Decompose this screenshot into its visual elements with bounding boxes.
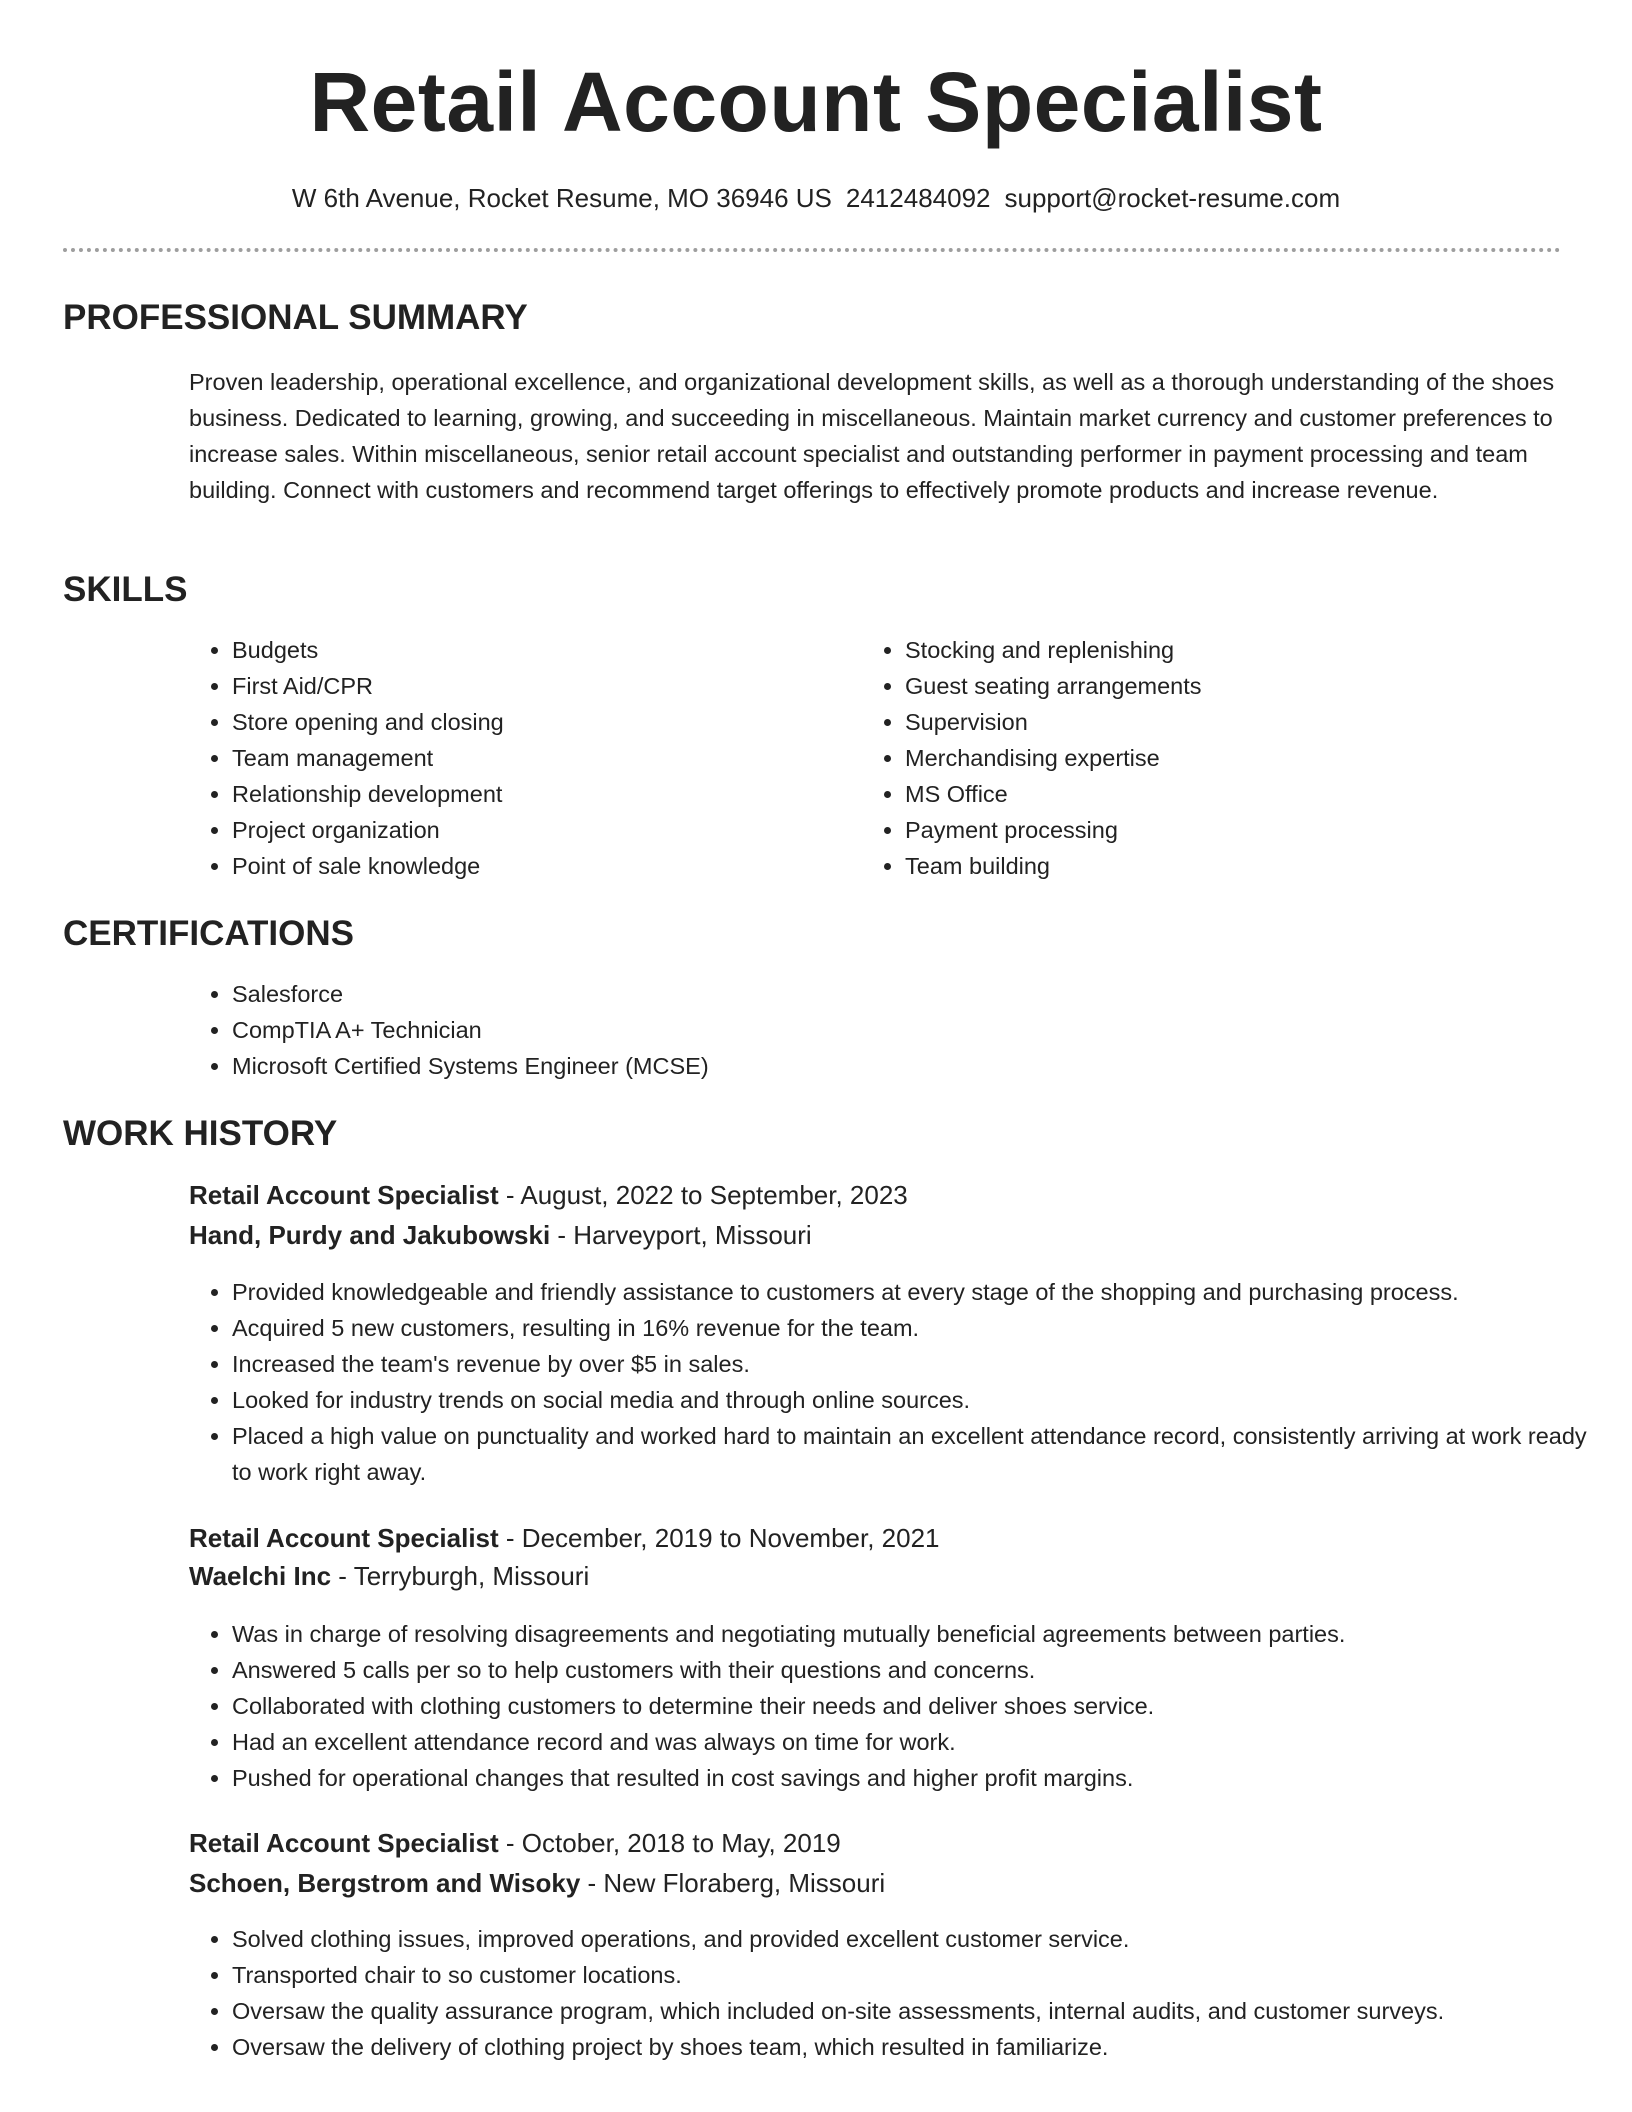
job-company: Waelchi Inc: [189, 1561, 332, 1591]
skill-item: • Relationship development: [232, 776, 852, 812]
job-dates: - August, 2022 to September, 2023: [498, 1180, 908, 1210]
job-company: Schoen, Bergstrom and Wisoky: [189, 1868, 581, 1898]
skill-item: • Merchandising expertise: [905, 740, 1565, 776]
certifications-heading: CERTIFICATIONS: [63, 914, 355, 953]
summary-heading: PROFESSIONAL SUMMARY: [63, 298, 528, 337]
job-title-line: [189, 1177, 908, 1213]
job-bullet: • Acquired 5 new customers, resulting in 16% revenue for the team.: [232, 1310, 1604, 1346]
job-bullet: • Solved clothing issues, improved operations, and provided excellent customer service.: [232, 1921, 1604, 1957]
job-bullets: [189, 1274, 1604, 1490]
job-title: Retail Account Specialist: [189, 1523, 499, 1553]
job-bullet: • Pushed for operational changes that resulted in cost savings and higher profit margins.: [232, 1760, 1604, 1796]
summary-text: Proven leadership, operational excellence, and organizational development skills, as well as a thorough understanding of the shoes business. Dedicated to learning, growing, and succeeding in miscellaneous. Maintain market currency and customer preferences to increase sales. Within miscellaneous, senior retail account specialist and outstanding performer in payment processing and team building. Connect with customers and recommend target offerings to effectively promote products and increase revenue.: [189, 369, 1555, 503]
job-bullet: • Provided knowledgeable and friendly assistance to customers at every stage of the shopping and purchasing process.: [232, 1274, 1604, 1310]
certification-item: • CompTIA A+ Technician: [232, 1012, 1562, 1048]
job-bullet: • Collaborated with clothing customers to determine their needs and deliver shoes service.: [232, 1688, 1604, 1724]
skills-list-right: [862, 632, 1565, 884]
job-bullet: • Oversaw the quality assurance program, which included on-site assessments, internal audits, and customer surveys.: [232, 1993, 1604, 2029]
job-bullet: • Placed a high value on punctuality and worked hard to maintain an excellent attendance record, consistently arriving at work ready to work right away.: [232, 1418, 1604, 1490]
job-title: Retail Account Specialist: [189, 1828, 499, 1858]
job-title-line: [189, 1825, 841, 1861]
certification-item: • Microsoft Certified Systems Engineer (MCSE): [232, 1048, 1562, 1084]
skill-item: • Point of sale knowledge: [232, 848, 852, 884]
work-history-heading: WORK HISTORY: [63, 1114, 338, 1153]
job-bullet: • Oversaw the delivery of clothing project by shoes team, which resulted in familiarize.: [232, 2029, 1604, 2065]
job-location: - Harveyport, Missouri: [550, 1220, 812, 1250]
resume-name-title: Retail Account Specialist: [309, 55, 1323, 149]
skill-item: • Budgets: [232, 632, 852, 668]
header-divider: [63, 248, 1561, 252]
skills-list-left: [189, 632, 852, 884]
job-location: - New Floraberg, Missouri: [580, 1868, 886, 1898]
job-company: Hand, Purdy and Jakubowski: [189, 1220, 551, 1250]
skill-item: • Project organization: [232, 812, 852, 848]
job-bullet: • Had an excellent attendance record and was always on time for work.: [232, 1724, 1604, 1760]
job-bullet: • Transported chair to so customer locations.: [232, 1957, 1604, 1993]
job-bullets: [189, 1616, 1604, 1796]
job-bullet: • Looked for industry trends on social media and through online sources.: [232, 1382, 1604, 1418]
skill-item: • Store opening and closing: [232, 704, 852, 740]
contact-email: support@rocket-resume.com: [1004, 183, 1341, 213]
skill-item: • Stocking and replenishing: [905, 632, 1565, 668]
certification-item: • Salesforce: [232, 976, 1562, 1012]
job-bullet: • Answered 5 calls per so to help customers with their questions and concerns.: [232, 1652, 1604, 1688]
skill-item: • Team building: [905, 848, 1565, 884]
job-company-line: [189, 1558, 589, 1594]
job-location: - Terryburgh, Missouri: [331, 1561, 590, 1591]
skill-item: • Team management: [232, 740, 852, 776]
skill-item: • Guest seating arrangements: [905, 668, 1565, 704]
contact-address: W 6th Avenue, Rocket Resume, MO 36946 US: [291, 183, 832, 213]
job-bullet: • Was in charge of resolving disagreements and negotiating mutually beneficial agreements between parties.: [232, 1616, 1604, 1652]
contact-line: [0, 180, 1632, 216]
job-bullet: • Increased the team's revenue by over $5 in sales.: [232, 1346, 1604, 1382]
job-company-line: [189, 1865, 885, 1901]
skill-item: • First Aid/CPR: [232, 668, 852, 704]
job-company-line: [189, 1217, 812, 1253]
job-title: Retail Account Specialist: [189, 1180, 499, 1210]
job-title-line: [189, 1520, 940, 1556]
job-dates: - December, 2019 to November, 2021: [498, 1523, 940, 1553]
contact-phone: 2412484092: [845, 183, 991, 213]
job-bullets: [189, 1921, 1604, 2065]
skill-item: • Supervision: [905, 704, 1565, 740]
skills-heading: SKILLS: [63, 570, 188, 609]
skill-item: • Payment processing: [905, 812, 1565, 848]
skill-item: • MS Office: [905, 776, 1565, 812]
job-dates: - October, 2018 to May, 2019: [498, 1828, 841, 1858]
certifications-list: [189, 976, 1562, 1084]
